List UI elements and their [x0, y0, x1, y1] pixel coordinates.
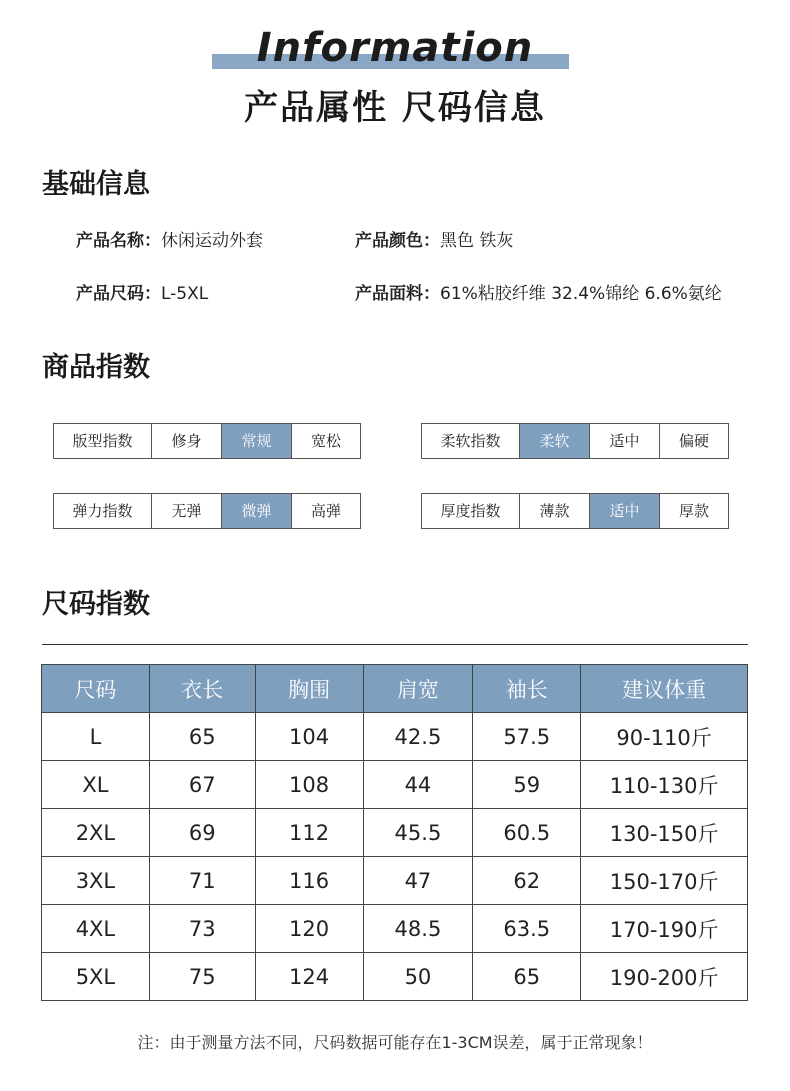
softness-index — [421, 423, 729, 459]
elasticity-option: 无弹 — [151, 494, 221, 528]
size-chart-heading: 尺码指数 — [42, 589, 150, 620]
basic-info-heading: 基础信息 — [42, 169, 150, 200]
table-cell: 62 — [473, 857, 581, 905]
table-header-row — [42, 665, 748, 713]
table-cell: 170-190斤 — [581, 905, 748, 953]
table-cell: 48.5 — [363, 905, 473, 953]
table-cell: 60.5 — [473, 809, 581, 857]
table-cell: L — [42, 713, 150, 761]
table-cell: 42.5 — [363, 713, 473, 761]
fit-index-label: 版型指数 — [72, 432, 133, 450]
thickness-option: 厚款 — [659, 494, 728, 528]
softness-option: 偏硬 — [659, 424, 728, 458]
product-name-value: 休闲运动外套 — [161, 231, 263, 251]
elasticity-index-label: 弹力指数 — [72, 502, 133, 520]
table-cell: 59 — [473, 761, 581, 809]
table-cell: 190-200斤 — [581, 953, 748, 1001]
table-row — [42, 713, 748, 761]
softness-index-label: 柔软指数 — [440, 432, 501, 450]
column-header: 衣长 — [149, 665, 255, 713]
fit-index — [53, 423, 361, 459]
product-index-heading: 商品指数 — [42, 352, 150, 383]
table-cell: 5XL — [42, 953, 150, 1001]
product-color-row — [355, 229, 513, 253]
page-subtitle: 产品属性 尺码信息 — [244, 88, 546, 128]
fit-option: 常规 — [221, 424, 291, 458]
table-row — [42, 809, 748, 857]
table-cell: 104 — [255, 713, 363, 761]
table-cell: 57.5 — [473, 713, 581, 761]
section-divider — [42, 644, 748, 645]
size-table — [41, 664, 748, 1001]
fit-option: 修身 — [151, 424, 221, 458]
product-size-label: 产品尺码： — [76, 284, 161, 304]
table-cell: 130-150斤 — [581, 809, 748, 857]
thickness-index-label: 厚度指数 — [440, 502, 501, 520]
table-cell: 65 — [149, 713, 255, 761]
table-cell: 69 — [149, 809, 255, 857]
thickness-option: 薄款 — [519, 494, 589, 528]
elasticity-option: 高弹 — [291, 494, 360, 528]
table-cell: 44 — [363, 761, 473, 809]
table-cell: 50 — [363, 953, 473, 1001]
column-header: 胸围 — [255, 665, 363, 713]
softness-option: 适中 — [589, 424, 659, 458]
table-cell: 150-170斤 — [581, 857, 748, 905]
product-fabric-value: 61%粘胶纤维 32.4%锦纶 6.6%氨纶 — [440, 284, 722, 304]
table-cell: 75 — [149, 953, 255, 1001]
elasticity-option: 微弹 — [221, 494, 291, 528]
table-cell: 90-110斤 — [581, 713, 748, 761]
table-cell: 45.5 — [363, 809, 473, 857]
softness-option: 柔软 — [519, 424, 589, 458]
table-row — [42, 953, 748, 1001]
product-name-label: 产品名称： — [76, 231, 161, 251]
product-color-value: 黑色 铁灰 — [440, 231, 514, 251]
product-size-value: L-5XL — [161, 284, 209, 304]
table-cell: 110-130斤 — [581, 761, 748, 809]
table-cell: 4XL — [42, 905, 150, 953]
thickness-index — [421, 493, 729, 529]
product-name-row — [76, 229, 263, 253]
table-cell: 112 — [255, 809, 363, 857]
product-color-label: 产品颜色： — [355, 231, 440, 251]
elasticity-index — [53, 493, 361, 529]
table-cell: 71 — [149, 857, 255, 905]
banner-title: Information — [256, 25, 534, 71]
table-cell: 73 — [149, 905, 255, 953]
table-cell: 67 — [149, 761, 255, 809]
product-fabric-row — [355, 282, 722, 306]
table-cell: 63.5 — [473, 905, 581, 953]
measurement-note: 注：由于测量方法不同，尺码数据可能存在1-3CM误差，属于正常现象！ — [137, 1033, 653, 1052]
table-cell: 116 — [255, 857, 363, 905]
table-cell: 2XL — [42, 809, 150, 857]
table-row — [42, 857, 748, 905]
column-header: 袖长 — [473, 665, 581, 713]
product-size-row — [76, 282, 208, 306]
product-fabric-label: 产品面料： — [355, 284, 440, 304]
table-cell: XL — [42, 761, 150, 809]
table-cell: 65 — [473, 953, 581, 1001]
table-cell: 124 — [255, 953, 363, 1001]
thickness-option: 适中 — [589, 494, 659, 528]
column-header: 肩宽 — [363, 665, 473, 713]
table-cell: 47 — [363, 857, 473, 905]
column-header: 尺码 — [42, 665, 150, 713]
table-row — [42, 761, 748, 809]
column-header: 建议体重 — [581, 665, 748, 713]
fit-option: 宽松 — [291, 424, 360, 458]
table-cell: 120 — [255, 905, 363, 953]
table-cell: 108 — [255, 761, 363, 809]
table-row — [42, 905, 748, 953]
table-cell: 3XL — [42, 857, 150, 905]
